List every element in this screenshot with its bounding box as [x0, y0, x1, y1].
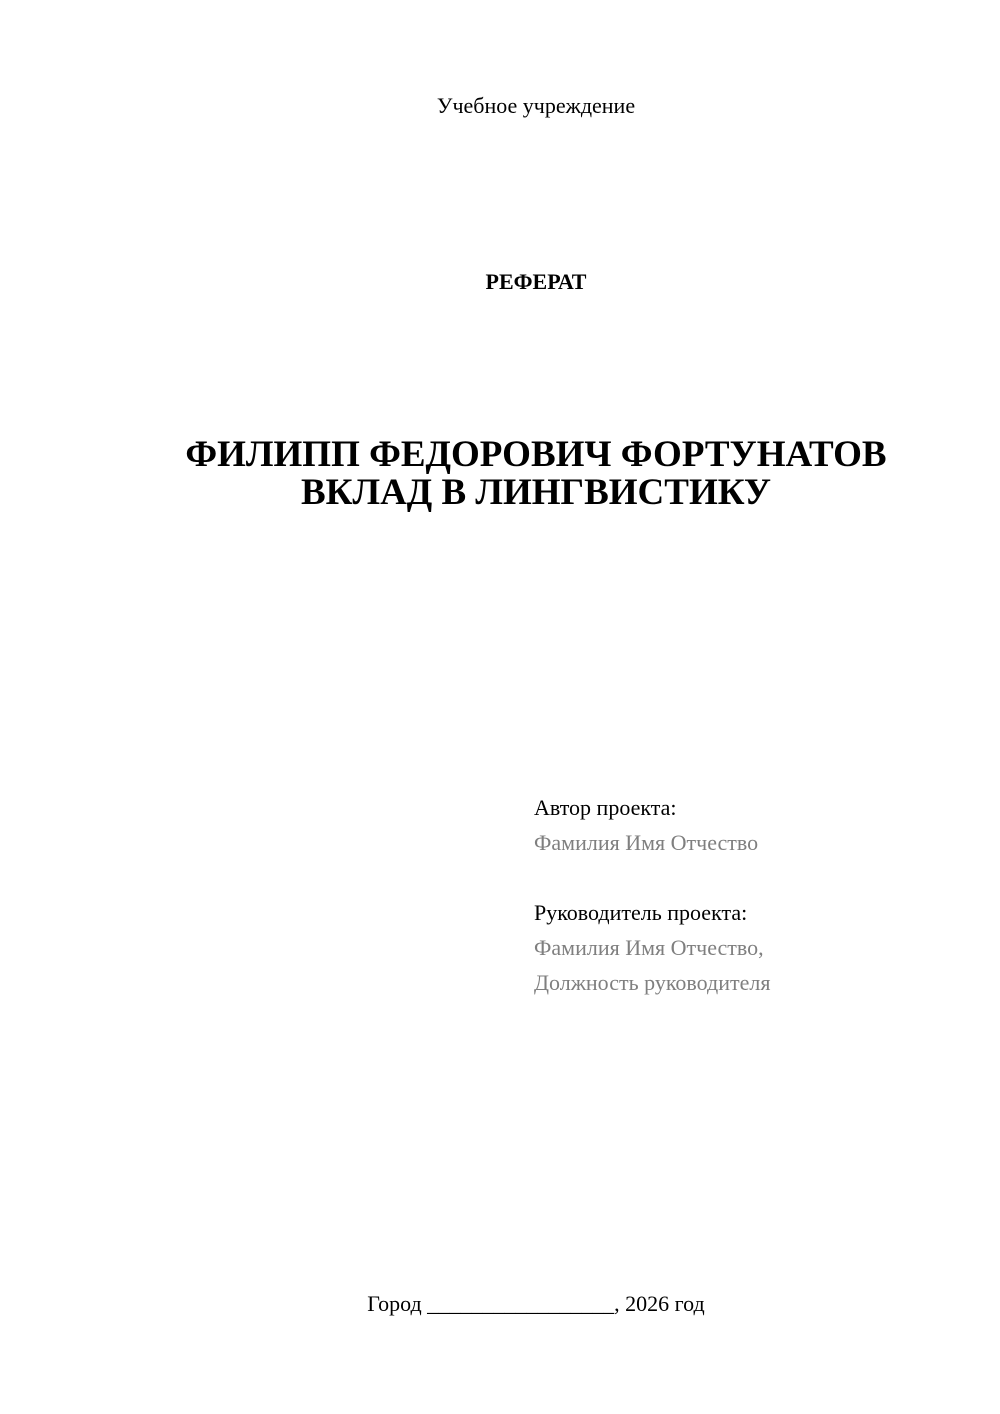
author-name: Фамилия Имя Отчество — [534, 830, 759, 855]
author-label: Автор проекта: — [534, 795, 677, 820]
city-label: Город — [367, 1291, 422, 1316]
city-year-line — [0, 1290, 1000, 1318]
supervisor-label: Руководитель проекта: — [534, 900, 748, 925]
document-title — [0, 436, 1000, 512]
institution-name: Учебное учреждение — [436, 93, 636, 118]
credits-spacer — [534, 860, 974, 895]
supervisor-name: Фамилия Имя Отчество, — [534, 935, 764, 960]
credits-block — [534, 790, 974, 1000]
title-line-2: ВКЛАД В ЛИНГВИСТИКУ — [301, 472, 771, 513]
supervisor-position: Должность руководителя — [534, 970, 771, 995]
title-line-1: ФИЛИПП ФЕДОРОВИЧ ФОРТУНАТОВ — [185, 434, 887, 475]
city-blank-line: _________________ — [427, 1291, 615, 1316]
year-text: , 2026 год — [614, 1291, 705, 1316]
document-type: РЕФЕРАТ — [485, 269, 587, 294]
